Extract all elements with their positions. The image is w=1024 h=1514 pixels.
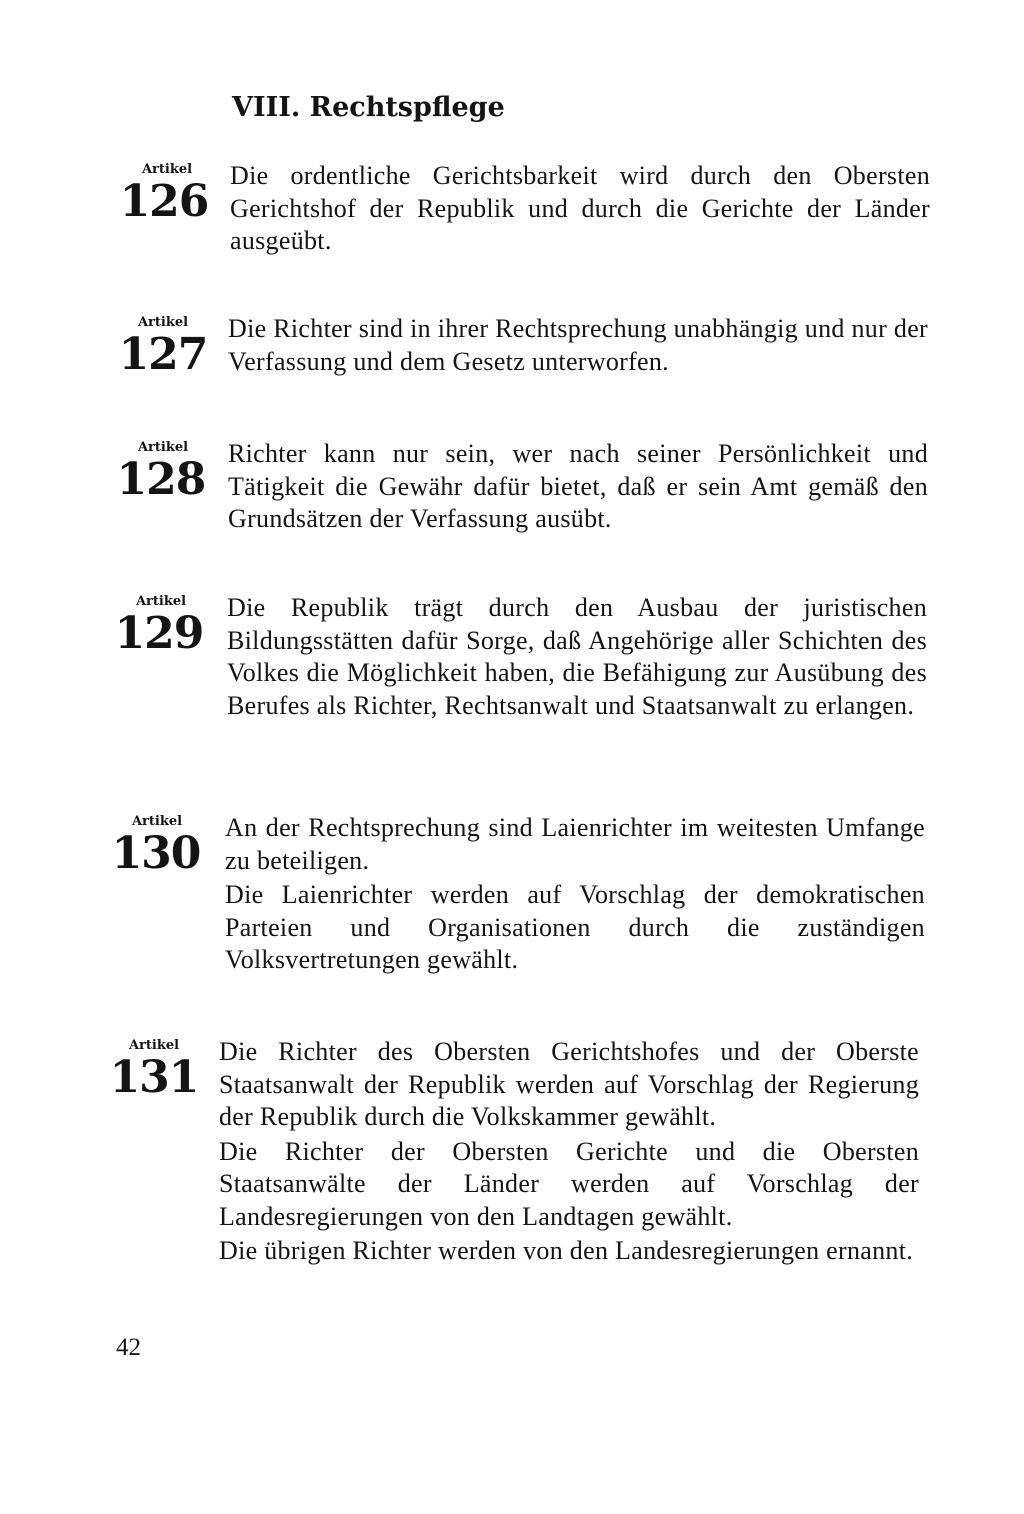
article-paragraph: Die Richter des Obersten Gerichtshofes und der Oberste Staatsanwalt der Republik werden auf Vorschlag der Regierung der Republik durch die Volkskammer gewählt.: [219, 1037, 919, 1131]
article-paragraph: Die übrigen Richter werden von den Landesregierungen ernannt.: [219, 1236, 914, 1265]
article-number: 129: [114, 608, 204, 659]
article-number: 127: [118, 329, 208, 380]
article-label: Artikel: [131, 814, 183, 829]
article-label: Artikel: [135, 594, 187, 609]
article-label: Artikel: [137, 440, 189, 455]
article-body: [228, 438, 928, 538]
article-label: Artikel: [128, 1038, 180, 1053]
article-paragraph: An der Rechtsprechung sind Laienrichter im weitesten Umfange zu beteiligen.: [225, 813, 925, 875]
article-paragraph: Die Laienrichter werden auf Vorschlag der demokratischen Parteien und Organisationen durch die zuständigen Volksvertretungen gewählt.: [225, 880, 925, 974]
article-label: Artikel: [137, 315, 189, 330]
section-title: VIII. Rechtspflege: [232, 92, 505, 123]
page-number: 42: [116, 1334, 141, 1361]
article-paragraph: Die ordentliche Gerichtsbarkeit wird durch den Obersten Gerichtshof der Republik und durch die Gerichte der Länder ausgeübt.: [230, 161, 930, 255]
article-number: 128: [116, 454, 206, 505]
article-body: [225, 812, 925, 979]
article-number: 126: [119, 176, 209, 227]
article-label: Artikel: [141, 162, 193, 177]
article-body: [227, 592, 927, 724]
article-body: [228, 313, 928, 380]
article-paragraph: Die Richter der Obersten Gerichte und die Obersten Staatsanwälte der Länder werden auf Vorschlag der Landesregierungen von den Landtagen gewählt.: [219, 1136, 919, 1231]
article-paragraph: Die Republik trägt durch den Ausbau der juristischen Bildungsstätten dafür Sorge, daß Angehörige aller Schichten des Volkes die Möglichkeit haben, die Befähigung zur Ausübung des Berufes als Richter, Rechtsanwalt und Staatsanwalt zu erlangen.: [227, 593, 927, 720]
article-paragraph: Die Richter sind in ihrer Rechtsprechung unabhängig und nur der Verfassung und dem Gesetz unterworfen.: [228, 314, 928, 376]
article-number: 130: [111, 828, 201, 879]
article-body: [219, 1036, 919, 1270]
article-number: 131: [109, 1052, 199, 1103]
article-paragraph: Richter kann nur sein, wer nach seiner Persönlichkeit und Tätigkeit die Gewähr dafür bietet, daß er sein Amt gemäß den Grundsätzen der Verfassung ausübt.: [228, 439, 928, 533]
article-body: [230, 160, 930, 260]
